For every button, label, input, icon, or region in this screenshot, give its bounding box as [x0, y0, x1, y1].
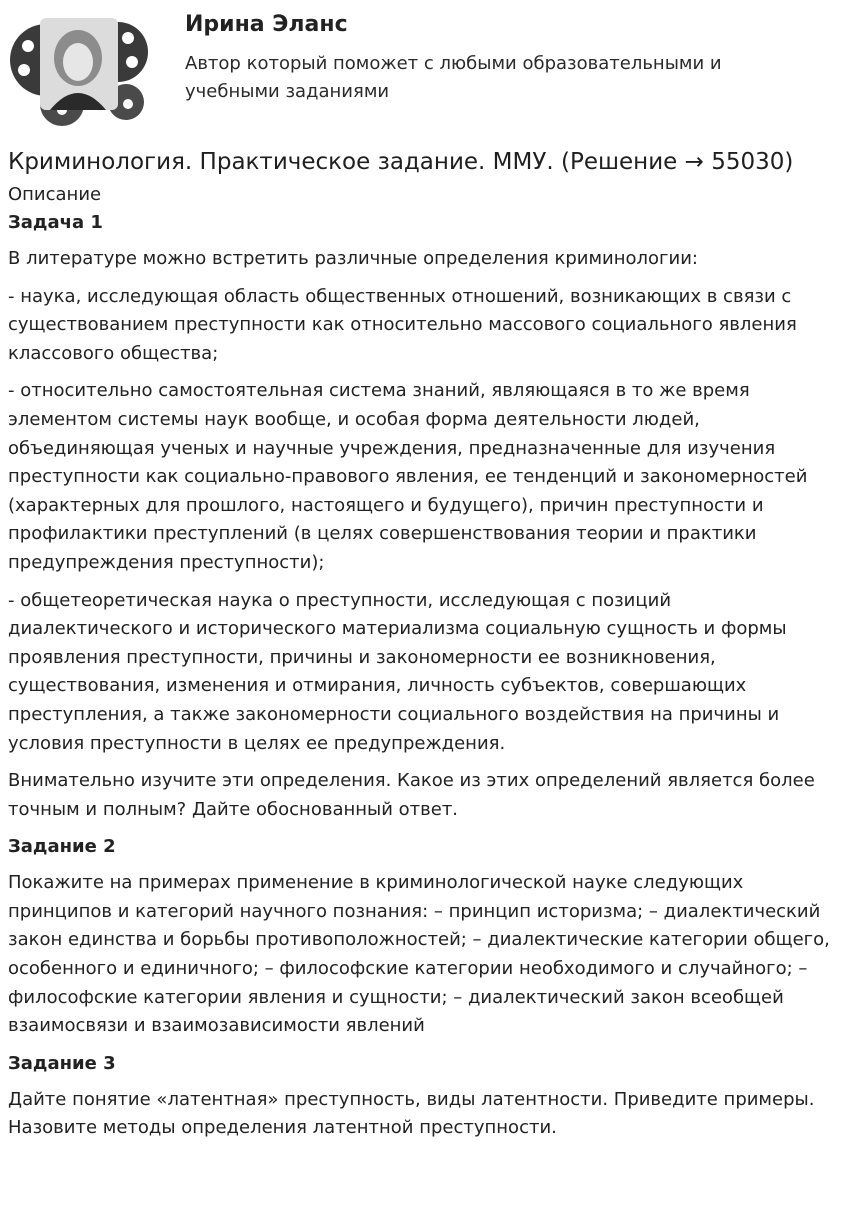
task3-text: Дайте понятие «латентная» преступность, виды латентности. Приведите примеры. Назовите методы определения латентной преступности. — [8, 1088, 815, 1139]
author-avatar — [6, 6, 152, 128]
author-name: Ирина Эланс — [185, 12, 348, 37]
task3-heading: Задание 3 — [8, 1052, 116, 1074]
task2-heading: Задание 2 — [8, 836, 116, 858]
document-content — [8, 145, 840, 1152]
author-description: Автор который поможет с любыми образовательными и учебными заданиями — [185, 53, 722, 102]
task1-heading: Задача 1 — [8, 212, 103, 233]
document-title: Криминология. Практическое задание. ММУ. (Решение → 55030) — [8, 149, 794, 175]
task1-intro: В литературе можно встретить различные определения криминологии: — [8, 248, 698, 269]
task1-definition-2: - относительно самостоятельная система знаний, являющаяся в то же время элементом системы наук вообще, и особая форма деятельности людей, объединяющая ученых и научные учреждения, предназначенные для изучения преступности как социально-правового явления, ее тенденций и закономерностей (характерных для прошлого, настоящего и будущего), причин преступности и профилактики преступлений (в целях совершенствования теории и практики предупреждения преступности); — [8, 380, 808, 573]
task1-question: Внимательно изучите эти определения. Какое из этих определений является более точным и полным? Дайте обоснованный ответ. — [8, 770, 815, 820]
author-header — [0, 0, 847, 140]
task2-text: Покажите на примерах применение в криминологической науке следующих принципов и категорий научного познания: – принцип историзма; – диалектический закон единства и борьбы противоположностей; – диалектические категории общего, особенного и единичного; – философские категории необходимого и случайного; – философские категории явления и сущности; – диалектический закон всеобщей взаимосвязи и взаимозависимости явлений — [8, 872, 830, 1037]
description-label: Описание — [8, 184, 102, 205]
task1-definition-1: - наука, исследующая область общественных отношений, возникающих в связи с существованием преступности как относительно массового социального явления классового общества; — [8, 285, 797, 364]
task1-definition-3: - общетеоретическая наука о преступности, исследующая с позиций диалектического и исторического материализма социальную сущность и формы проявления преступности, причины и закономерности ее возникновения, существования, изменения и отмирания, личность субъектов, совершающих преступления, а также закономерности социального воздействия на причины и условия преступности в целях ее предупреждения. — [8, 589, 787, 754]
